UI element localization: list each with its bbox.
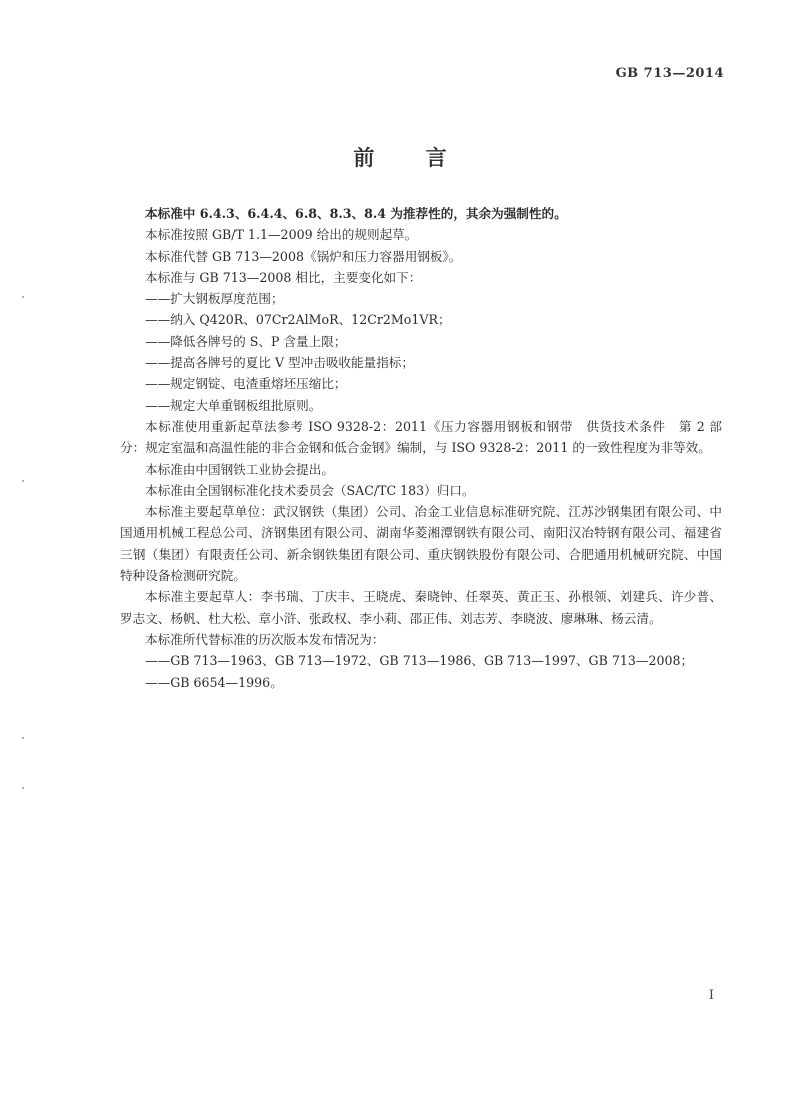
paragraph-changes-intro: 本标准与 GB 713—2008 相比，主要变化如下：: [145, 269, 422, 285]
history-item: ——GB 713—1963、GB 713—1972、GB 713—1986、GB 713—1997、GB 713—2008；: [145, 653, 694, 669]
change-item: ——规定钢锭、电渣重熔坯压缩比；: [145, 376, 347, 392]
paragraph-drafters: 本标准主要起草人：李书瑞、丁庆丰、王晓虎、秦晓钟、任翠英、黄正玉、孙根领、刘建兵、许少普、罗志文、杨帆、杜大松、章小浒、张政权、李小莉、邵正伟、刘志芳、李晓波、廖琳琳、杨云清。: [120, 589, 722, 626]
scan-mark: [22, 737, 24, 739]
change-item: ——提高各牌号的夏比 V 型冲击吸收能量指标；: [145, 355, 414, 371]
paragraph-drafting-units: 本标准主要起草单位：武汉钢铁（集团）公司、冶金工业信息标准研究院、江苏沙钢集团有限公司、中国通用机械工程总公司、济钢集团有限公司、湖南华菱湘潭钢铁有限公司、南阳汉冶特钢有限公司、福建省三钢（集团）有限责任公司、新余钢铁集团有限公司、重庆钢铁股份有限公司、合肥通用机械研究院、中国特种设备检测研究院。: [120, 504, 722, 584]
scan-mark: [22, 480, 24, 482]
history-item: ——GB 6654—1996。: [145, 674, 283, 690]
change-item: ——扩大钢板厚度范围；: [145, 291, 284, 307]
paragraph-iso-reference: 本标准使用重新起草法参考 ISO 9328-2：2011《压力容器用钢板和钢带 供货技术条件 第 2 部分：规定室温和高温性能的非合金钢和低合金钢》编制，与 ISO 9328-2：2011 的一致性程度为非等效。: [120, 418, 722, 456]
paragraph-committee: 本标准由全国钢标准化技术委员会（SAC/TC 183）归口。: [145, 482, 475, 498]
document-body: [120, 203, 722, 693]
paragraph-replaces: 本标准代替 GB 713—2008《锅炉和压力容器用钢板》。: [145, 248, 462, 264]
paragraph-proposer: 本标准由中国钢铁工业协会提出。: [145, 461, 334, 477]
scan-mark: [22, 787, 24, 789]
standard-code: GB 713—2014: [615, 66, 724, 81]
page-title: 前 言: [353, 145, 469, 170]
change-item: ——规定大单重钢板组批原则。: [145, 397, 322, 413]
scan-mark: [22, 296, 24, 298]
change-item: ——纳入 Q420R、07Cr2AlMoR、12Cr2Mo1VR；: [145, 312, 451, 328]
paragraph-history-intro: 本标准所代替标准的历次版本发布情况为：: [145, 631, 385, 647]
paragraph-drafting-rules: 本标准按照 GB/T 1.1—2009 给出的规则起草。: [145, 227, 418, 243]
change-item: ——降低各牌号的 S、P 含量上限；: [145, 333, 347, 349]
page-number: I: [708, 988, 714, 1003]
paragraph-recommended-clauses: 本标准中 6.4.3、6.4.4、6.8、8.3、8.4 为推荐性的，其余为强制性的。: [145, 206, 567, 221]
